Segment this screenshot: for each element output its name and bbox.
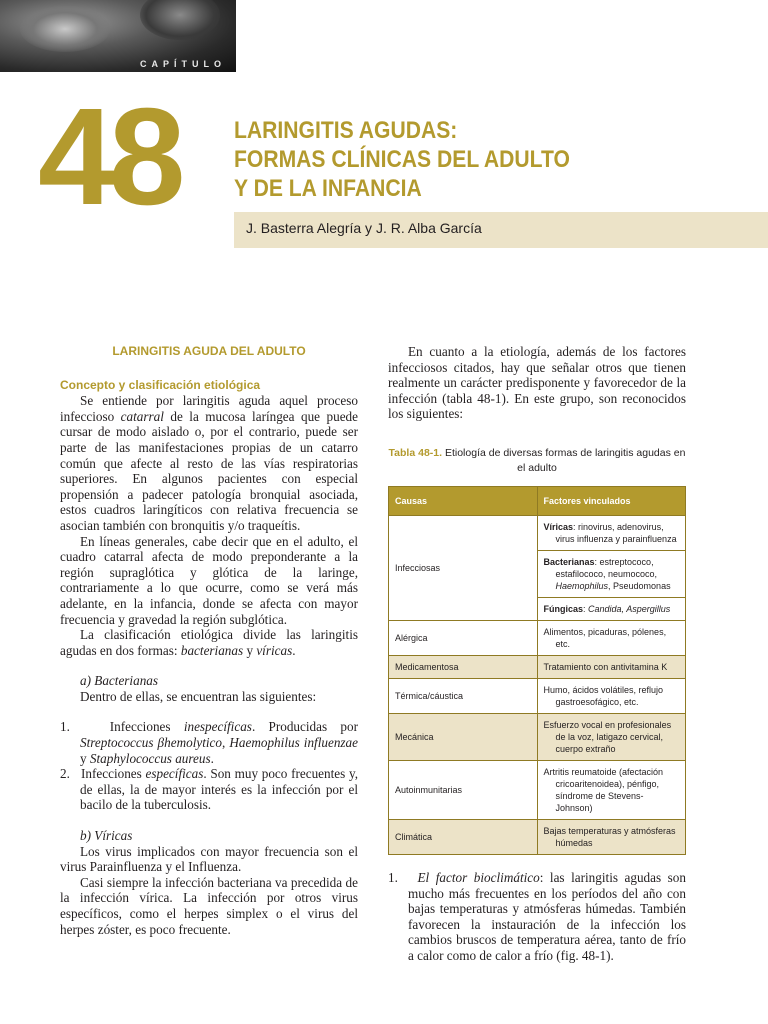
paragraph-concept: Se entiende por laringitis aguda aquel proceso infeccioso catarral de la mucosa laríngea que puede cursar de modo aislado o, por el contrario, puede ser parte de las manifestaciones propias de un catarro común que afecte al resto de las vías respiratorias superiores. En algunos pacientes con especial propensión a padecer patología bronquial asociada, estos cuadros laringíticos con relativa frecuencia se asocian también con bronquitis y/o traqueítis. xyxy=(60,393,358,533)
factor-cell: Tratamiento con antivitamina K xyxy=(537,655,686,678)
table-row xyxy=(389,620,686,655)
bacterial-heading: a) Bacterianas xyxy=(80,673,159,689)
bacterial-intro: Dentro de ellas, se encuentran las siguientes: xyxy=(80,688,317,704)
paragraph-location: En líneas generales, cabe decir que en el adulto, el cuadro catarral afecta de modo preponderante a la región supraglótica y glótica de la laringe, contrariamente a lo que ocurre, como se verá más adelante, en la infancia, donde se afecta con mayor frecuencia y gravedad la región subglótica. xyxy=(60,533,358,627)
table-row xyxy=(389,760,686,819)
cause-cell: Autoinmunitarias xyxy=(389,760,538,819)
factor-cell: Humo, ácidos volátiles, reflujo gastroesofágico, etc. xyxy=(537,678,686,713)
table-row xyxy=(389,678,686,713)
header-factores: Factores vinculados xyxy=(537,486,686,515)
viral-paragraph-2: Casi siempre la infección bacteriana va precedida de la infección vírica. La infección por otros virus específicos, como el herpes simplex o el virus del herpes zóster, es poco frecuente. xyxy=(60,874,358,937)
cause-cell: Infecciosas xyxy=(389,515,538,620)
factor-cell: Fúngicas: Candida, Aspergillus xyxy=(537,597,686,620)
right-column xyxy=(388,344,686,964)
cause-cell: Alérgica xyxy=(389,620,538,655)
table-header-row xyxy=(389,486,686,515)
left-column xyxy=(60,344,358,937)
title-line-3: Y DE LA INFANCIA xyxy=(234,175,422,202)
cause-cell: Climática xyxy=(389,819,538,854)
subsection-title: Concepto y clasificación etiológica xyxy=(60,377,261,392)
photo-highlight xyxy=(20,6,110,52)
factor-cell: Artritis reumatoide (afectación cricoaritenoidea), pénfigo, síndrome de Stevens-Johnson) xyxy=(537,760,686,819)
chapter-label: CAPÍTULO xyxy=(140,59,226,69)
list-item: 1. Infecciones inespecíficas. Producidas por Streptococcus βhemolytico, Haemophilus influenzae y Staphylococcus aureus. xyxy=(60,719,358,766)
table-caption: Tabla 48-1. Etiología de diversas formas de laringitis agudas en el adulto xyxy=(388,446,686,474)
chapter-header-photo xyxy=(0,0,236,72)
authors: J. Basterra Alegría y J. R. Alba García xyxy=(246,220,482,236)
cause-cell: Térmica/cáustica xyxy=(389,678,538,713)
paragraph-classification: La clasificación etiológica divide las laringitis agudas en dos formas: bacterianas y víricas. xyxy=(60,627,358,658)
cause-cell: Medicamentosa xyxy=(389,655,538,678)
factor-cell: Bacterianas: estreptococo, estafilococo, neumococo, Haemophilus, Pseudomonas xyxy=(537,550,686,597)
factor-cell: Víricas: rinovirus, adenovirus, virus influenza y parainfluenza xyxy=(537,515,686,550)
cause-cell: Mecánica xyxy=(389,713,538,760)
viral-paragraph-1: Los virus implicados con mayor frecuencia son el virus Parainfluenza y el Influenza. xyxy=(60,843,358,875)
table-row xyxy=(389,713,686,760)
factor-cell: Alimentos, picaduras, pólenes, etc. xyxy=(537,620,686,655)
section-title: LARINGITIS AGUDA DEL ADULTO xyxy=(112,344,306,358)
factor-cell: Esfuerzo vocal en profesionales de la voz, latigazo cervical, cuerpo extraño xyxy=(537,713,686,760)
list-item: 2. Infecciones específicas. Son muy poco frecuentes y, de ellas, la de mayor interés es la infección por el bacilo de la tuberculosis. xyxy=(60,766,358,813)
table-row xyxy=(389,819,686,854)
table-row xyxy=(389,515,686,550)
viral-heading: b) Víricas xyxy=(80,828,133,844)
chapter-title xyxy=(234,116,692,203)
header-causas: Causas xyxy=(389,486,538,515)
title-line-1: LARINGITIS AGUDAS: xyxy=(234,117,458,144)
chapter-number: 48 xyxy=(38,80,180,234)
authors-band xyxy=(234,212,768,248)
etiology-table xyxy=(388,486,686,855)
paragraph-etiology: En cuanto a la etiología, además de los factores infecciosos citados, hay que señalar otros que tienen realmente un carácter predisponente y favorecedor de la infección (tabla 48-1). En este grupo, son reconocidos los siguientes: xyxy=(388,344,686,422)
factor-cell: Bajas temperaturas y atmósferas húmedas xyxy=(537,819,686,854)
list-item: 1. El factor bioclimático: las laringitis agudas son mucho más frecuentes en los períodos del año con bajas temperaturas y atmósferas húmedas. También favorecen la instauración de la infección los cambios bruscos de temperatura aérea, tanto de frío a calor como de calor a frío (fig. 48-1). xyxy=(388,869,686,963)
title-line-2: FORMAS CLÍNICAS DEL ADULTO xyxy=(234,146,570,173)
photo-shadow xyxy=(140,0,220,40)
table-row xyxy=(389,655,686,678)
